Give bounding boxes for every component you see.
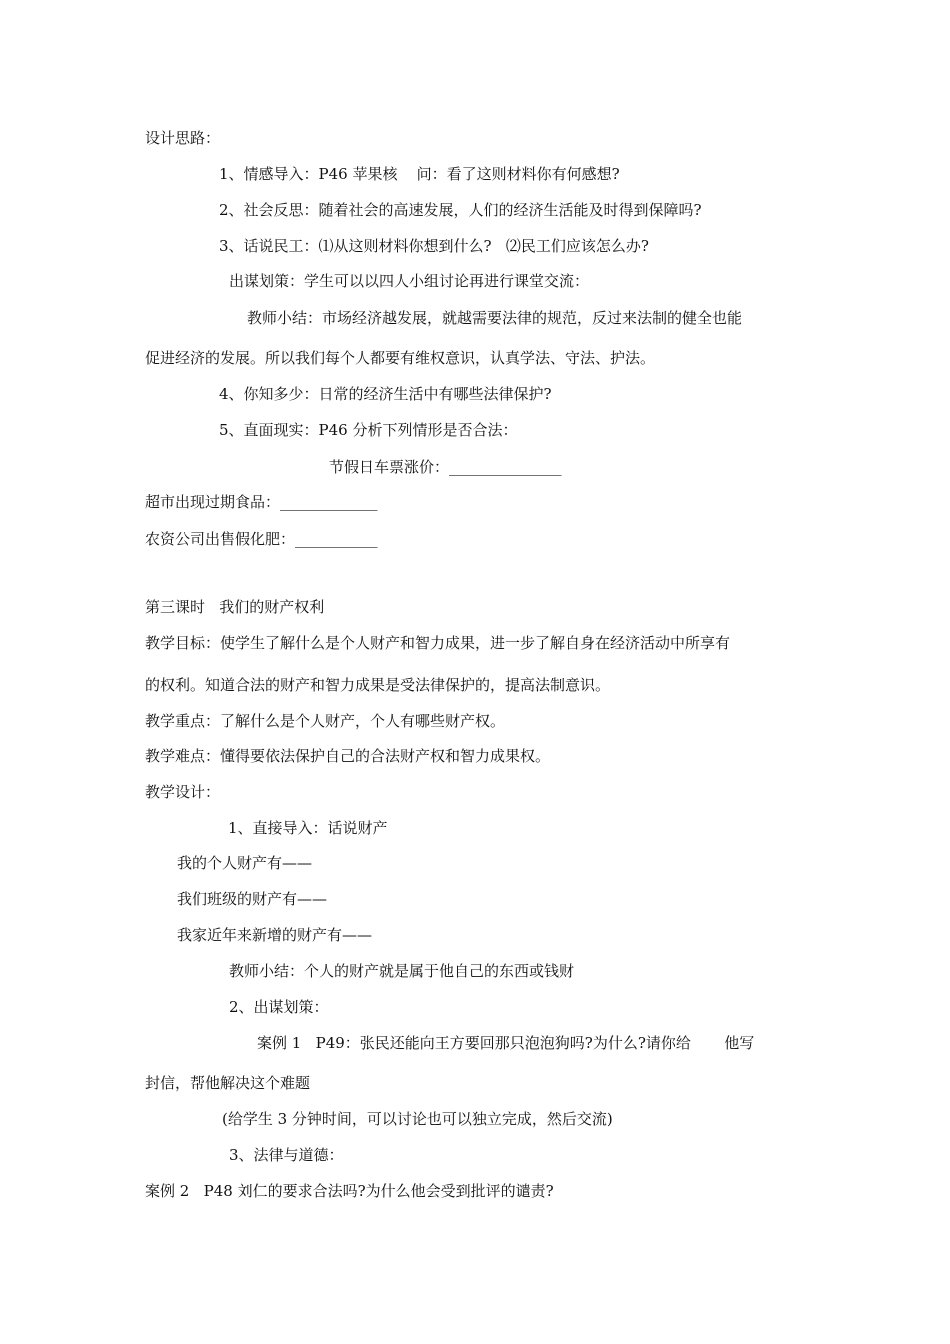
paragraph: 促进经济的发展。所以我们每个人都要有维权意识，认真学法、守法、护法。	[145, 349, 656, 367]
paragraph: 封信，帮他解决这个难题	[145, 1074, 311, 1092]
paragraph: 的权利。知道合法的财产和智力成果是受法律保护的，提高法制意识。	[145, 676, 611, 694]
list-item: 2、出谋划策：	[229, 998, 329, 1016]
blank-line-item: 节假日车票涨价：_______________	[329, 458, 562, 476]
paragraph: 案例 1 P49：张民还能向王方要回那只泡泡狗吗?为什么?请你给 他写	[257, 1034, 755, 1052]
list-item: 3、法律与道德：	[229, 1146, 344, 1164]
list-item: 1、直接导入：话说财产	[228, 819, 388, 837]
list-item: 我们班级的财产有——	[177, 890, 328, 908]
list-item: 我家近年来新增的财产有——	[177, 926, 373, 944]
list-item: 4、你知多少：日常的经济生活中有哪些法律保护?	[219, 385, 552, 403]
list-item: 5、直面现实：P46 分析下列情形是否合法：	[219, 421, 518, 439]
list-item: 1、情感导入：P46 苹果核 问：看了这则材料你有何感想?	[219, 165, 620, 183]
paragraph: 教师小结：个人的财产就是属于他自己的东西或钱财	[229, 962, 575, 980]
list-item: 3、话说民工：⑴从这则材料你想到什么? ⑵民工们应该怎么办?	[219, 237, 649, 255]
paragraph: 教师小结：市场经济越发展，就越需要法律的规范，反过来法制的健全也能	[247, 309, 743, 327]
design-heading: 设计思路：	[145, 129, 221, 147]
paragraph: (给学生 3 分钟时间，可以讨论也可以独立完成，然后交流)	[222, 1110, 613, 1128]
list-item: 我的个人财产有——	[177, 854, 313, 872]
paragraph: 教学设计：	[145, 783, 221, 801]
paragraph: 出谋划策：学生可以以四人小组讨论再进行课堂交流：	[229, 272, 590, 290]
blank-line-item: 超市出现过期食品：_____________	[145, 493, 378, 511]
paragraph: 教学难点：懂得要依法保护自己的合法财产权和智力成果权。	[145, 747, 551, 765]
list-item: 2、社会反思：随着社会的高速发展，人们的经济生活能及时得到保障吗?	[219, 201, 702, 219]
section-title: 第三课时 我们的财产权利	[145, 598, 325, 616]
paragraph: 案例 2 P48 刘仁的要求合法吗?为什么他会受到批评的谴责?	[145, 1182, 554, 1200]
paragraph: 教学重点：了解什么是个人财产，个人有哪些财产权。	[145, 712, 506, 730]
paragraph: 教学目标：使学生了解什么是个人财产和智力成果，进一步了解自身在经济活动中所享有	[145, 634, 731, 652]
blank-line-item: 农资公司出售假化肥：___________	[145, 530, 378, 548]
